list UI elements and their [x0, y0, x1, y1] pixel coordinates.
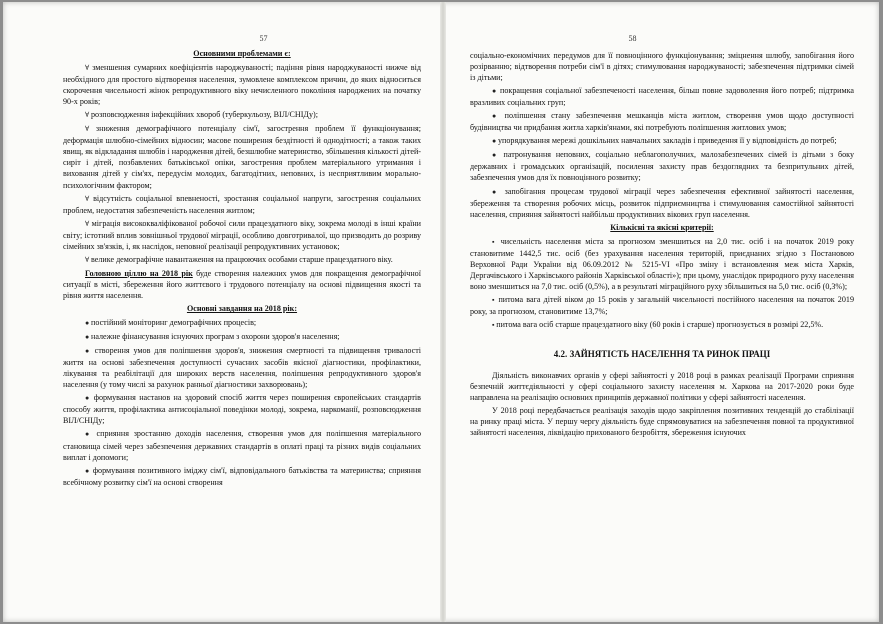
- criteria-item: ▪ чисельність населення міста за прогнозом зменшиться на 2,0 тис. осіб і на початок 2019 року становитиме 1442,5 тис. осіб (без урахування населення територій, приєднаних згідно з Постановою Верховної Ради України від 06.09.2012 № 5215-VI «Про зміну і встановлення меж міста Харків, Дергачівського і Харківського районів Харківської області»); при цьому, унаслідок природного руху населення воно зменшиться на 7,0 тис. осіб (0,5%), а в результаті міграційного руху збільшиться на 5,0 тис. осіб (0,3%);: [470, 236, 854, 291]
- continuation-paragraph: соціально-економічних передумов для її повноцінного функціонування; зміцнення шлюбу, запобігання його розірванню; відтворення потреби сім'ї в дітях; стимулювання народжуваності; забезпечення підтримки сімей із дітьми;: [470, 51, 854, 83]
- check-bullet-icon: ∀: [85, 219, 92, 228]
- square-bullet-icon: ▪: [492, 237, 501, 246]
- check-bullet-icon: ∀: [85, 111, 91, 120]
- criteria-item: ▪ питома вага осіб старше працездатного віку (60 років і старше) прогнозується в розмірі 22,5%.: [492, 320, 824, 330]
- section-paragraph: Діяльність виконавчих органів у сфері зайнятості у 2018 році в рамках реалізації Програми сприяння безпечній життєдіяльності у сфері соціального захисту населення м. Харкова на 2017-2020 роки буде направлена на реалізацію основних принципів державної політики у сфері зайнятості населення.: [470, 371, 854, 403]
- problem-item: ∀ міграція висококваліфікованої робочої сили працездатного віку, зокрема молоді в інші країни світу; істотний вплив зовнішньої трудової міграції, особливо довготривалої, що призводить до розриву сімейних зв'язків, і, як наслідок, неповної реалізації репродуктивних установок;: [63, 218, 421, 251]
- left-column: [63, 48, 421, 490]
- problem-item: ∀ відсутність соціальної впевненості, зростання соціальної напруги, загострення соціальних проблем, недостатня забезпеченість населення житлом;: [63, 193, 421, 215]
- task-item: ● створення умов для поліпшення здоров'я, зниження смертності та підвищення тривалості життя на основі забезпечення доступності сучасних засобів якісної діагностики, профілактики, лікування та реабілітації для широких верств населення, поліпшення репродуктивного здоров'я населення (у тому числі за рахунок ранньої діагностики захворювань);: [63, 346, 421, 390]
- tasks-heading: Основні завдання на 2018 рік:: [186, 303, 298, 313]
- problem-item: ∀ велике демографічне навантаження на працюючих особами старше працездатного віку.: [85, 254, 393, 264]
- dot-bullet-icon: ●: [492, 87, 501, 96]
- check-bullet-icon: ∀: [85, 125, 96, 134]
- criteria-heading: Кількісні та якісні критерії:: [610, 222, 714, 232]
- task-item: ● належне фінансування існуючих програм з охорони здоров'я населення;: [85, 332, 340, 342]
- right-column: [470, 50, 854, 440]
- dot-bullet-icon: ●: [85, 347, 95, 356]
- dot-bullet-icon: ●: [85, 466, 93, 475]
- square-bullet-icon: ▪: [492, 295, 499, 304]
- book-spread: [3, 2, 879, 622]
- problem-item: ∀ розповсюдження інфекційних хвороб (туберкульозу, ВІЛ/СНІДу);: [85, 110, 318, 120]
- task-item: ● упорядкування мережі дошкільних навчальних закладів і приведення її у відповідність до потреб;: [492, 136, 837, 146]
- task-item: ● формування настанов на здоровий спосіб життя через поширення європейських стандартів способу життя, профілактика антисоціальної поведінки молоді, зокрема, наркоманії, розповсюдження ВІЛ/СНІДу;: [63, 393, 421, 426]
- section-title: 4.2. ЗАЙНЯТІСТЬ НАСЕЛЕННЯ ТА РИНОК ПРАЦІ: [553, 349, 771, 360]
- task-item: ● сприяння зростанню доходів населення, створення умов для поліпшення матеріального становища сімей через забезпечення державних стандартів в оплаті праці та різних видів соціальних виплат і допомоги;: [63, 429, 421, 462]
- dot-bullet-icon: ●: [492, 112, 505, 121]
- left-page: [3, 2, 440, 622]
- dot-bullet-icon: ●: [492, 187, 505, 196]
- criteria-item: ▪ питома вага дітей віком до 15 років у загальній чисельності постійного населення на початок 2019 року, за прогнозом, становитиме 13,7%;: [470, 294, 854, 316]
- check-bullet-icon: ∀: [85, 194, 94, 203]
- right-page: [446, 2, 879, 622]
- goal-paragraph: Головною ціллю на 2018 рік буде створення належних умов для покращення демографічної ситуації в місті, збереження його життєвого і трудового потенціалу на основі підвищення якості та рівня життя населення.: [63, 268, 421, 300]
- task-item: ● формування позитивного іміджу сім'ї, відповідального батьківства та материнства; сприяння всебічному розвитку сім'ї на основі створення: [63, 465, 421, 487]
- dot-bullet-icon: ●: [85, 430, 97, 439]
- task-item: ● патронування неповних, соціально неблагополучних, малозабезпечених сімей із дітьми з боку державних і громадських організацій, посилення захисту прав бездоглядних та безпритульних дітей, забезпечення умов для їх повноцінного розвитку;: [470, 150, 854, 183]
- goal-lead: Головною ціллю на 2018 рік: [85, 268, 193, 278]
- check-bullet-icon: ∀: [85, 64, 93, 73]
- page-number-left: 57: [259, 34, 268, 43]
- dot-bullet-icon: ●: [85, 394, 94, 403]
- task-item: ● постійний моніторинг демографічних процесів;: [85, 318, 257, 328]
- problem-item: ∀ зменшення сумарних коефіцієнтів народжуваності; падіння рівня народжуваності нижче від необхідного для простого відтворення населення, зумовлене комплексом причин, до яких відноситься скорочення чисельності жінок репродуктивного віку нечисленного покоління народжених на початку 90-х років;: [63, 63, 421, 107]
- dot-bullet-icon: ●: [492, 137, 498, 146]
- dot-bullet-icon: ●: [85, 319, 91, 328]
- square-bullet-icon: ▪: [492, 321, 497, 330]
- task-item: ● поліпшення стану забезпечення мешканців міста житлом, створення умов щодо доступності будівництва чи придбання житла харків'янами, які потребують поліпшення житлових умов;: [470, 111, 854, 133]
- problem-item: ∀ зниження демографічного потенціалу сім'ї, загострення проблем її функціонування; деформація шлюбно-сімейних відносин; масове поширення бездітності й однодітності; а також таких явищ, як відкладання шлюбів і народження дітей, безшлюбне материнство, збільшення кількості дітей-сиріт і дітей, позбавлених батьківської опіки, загострення проблем матеріального утримання і виховання дітей у сім'ях, передусім молодих, багатодітних, неповних, із несприятливим морально-психологічним фактором;: [63, 124, 421, 190]
- check-bullet-icon: ∀: [85, 255, 91, 264]
- problems-heading: Основними проблемами є:: [193, 49, 291, 58]
- task-item: ● запобігання процесам трудової міграції через забезпечення ефективної зайнятості населення, збереження та створення робочих місць, розвиток підприємництва і стимулювання самостійної зайнятості населення, сприяння зайнятості найбільш продуктивних вікових груп населення.: [470, 186, 854, 219]
- page-number-right: 58: [628, 34, 637, 43]
- dot-bullet-icon: ●: [85, 333, 91, 342]
- dot-bullet-icon: ●: [492, 151, 504, 160]
- section-paragraph: У 2018 році передбачається реалізація заходів щодо закріплення позитивних тенденцій до стабілізації на ринку праці міста. У першу чергу діяльність буде спрямовуватися на забезпечення повної та продуктивної зайнятості населення, ліквідацію прихованого безробіття, збереження існуючих: [470, 406, 854, 438]
- task-item: ● покращення соціальної забезпеченості населення, більш повне задоволення його потреб; підтримка вразливих соціальних груп;: [470, 86, 855, 108]
